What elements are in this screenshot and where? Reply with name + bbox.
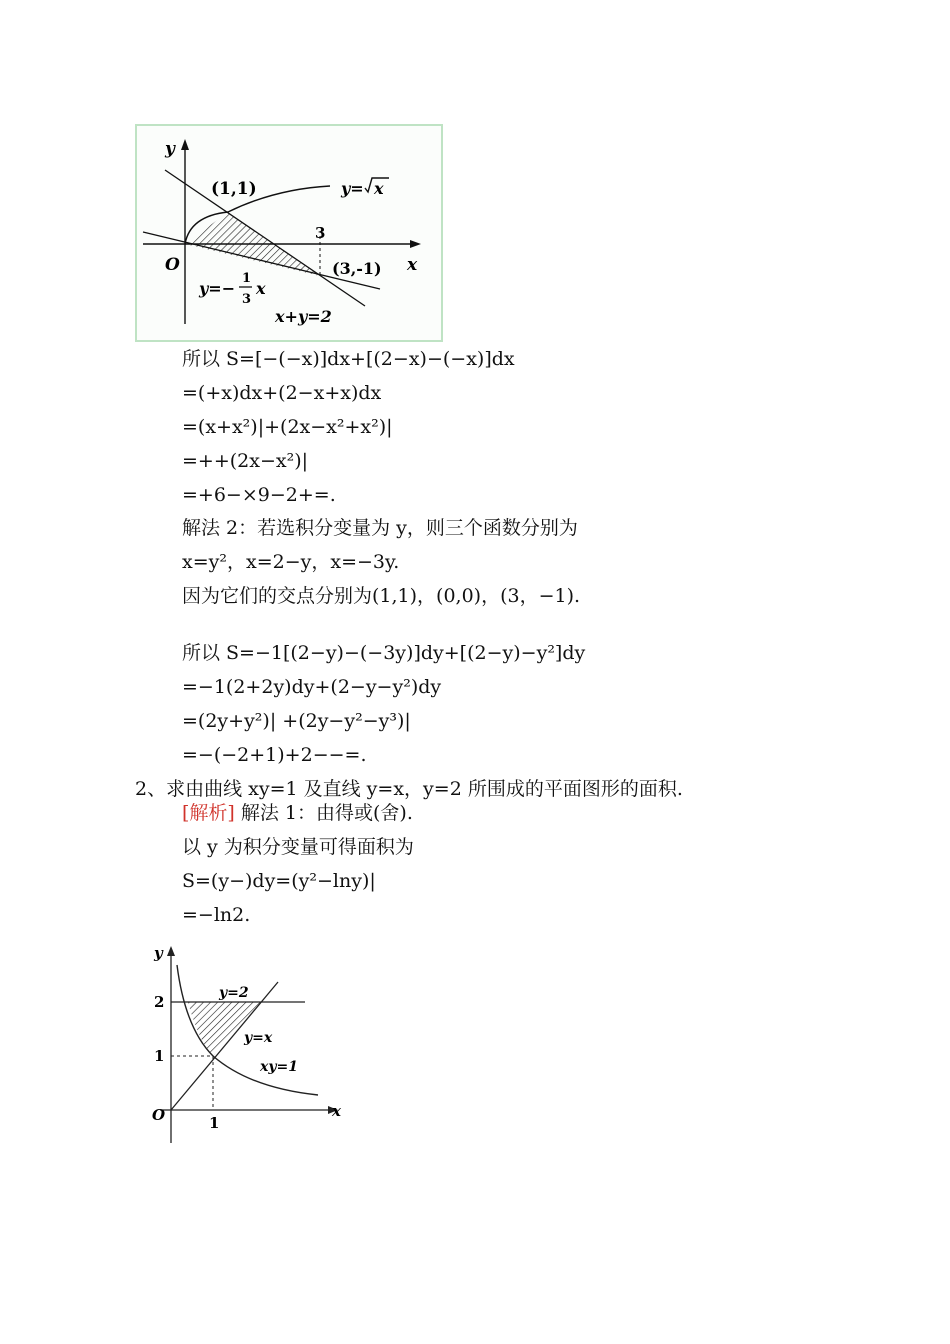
text-line-2: =(+x)dx+(2−x+x)dx xyxy=(182,382,382,404)
origin-label: O xyxy=(152,1106,166,1124)
text-line-5: =+6−×9−2+=. xyxy=(182,484,336,506)
label-xy-eq-1: xy=1 xyxy=(260,1059,298,1075)
sqrt-label-arg: x xyxy=(374,179,384,198)
analysis-line xyxy=(182,801,413,825)
text-line-9: 所以 S=−1[(2−y)−(−3y)]dy+[(2−y)−y²]dy xyxy=(182,642,586,664)
tick-x1-label: 1 xyxy=(209,1114,220,1132)
text-line-12: =−(−2+1)+2−−=. xyxy=(182,744,367,766)
text-line-10: =−1(2+2y)dy+(2−y−y²)dy xyxy=(182,676,442,698)
origin-label: O xyxy=(165,255,180,275)
tick-3-label: 3 xyxy=(315,224,326,242)
line-b-label: x+y=2 xyxy=(275,307,332,326)
label-y-eq-x: y=x xyxy=(244,1030,273,1046)
tick-y2-label: 2 xyxy=(154,993,165,1011)
sqrt-label-prefix: y= xyxy=(341,179,364,198)
text-line-8: 因为它们的交点分别为(1,1)，(0,0)，(3，−1). xyxy=(182,585,581,607)
figure-1-graph xyxy=(135,124,443,342)
line-y-eq-x xyxy=(171,982,278,1110)
text-line-4: =++(2x−x²)| xyxy=(182,450,309,472)
text-line-15: 以 y 为积分变量可得面积为 xyxy=(182,836,414,858)
figure-2-graph xyxy=(140,938,360,1148)
line-a-x-label: x xyxy=(256,279,266,298)
figure-2 xyxy=(140,938,360,1148)
text-line-16: S=(y−)dy=(y²−lny)| xyxy=(182,870,376,892)
tick-y1-label: 1 xyxy=(154,1047,165,1065)
text-line-7: x=y²，x=2−y，x=−3y. xyxy=(182,551,400,573)
x-axis-label: x xyxy=(407,255,418,275)
text-line-17: =−ln2. xyxy=(182,904,251,926)
analysis-tag: [解析] xyxy=(182,802,235,824)
analysis-text: 解法 1：由得或(舍). xyxy=(240,802,413,824)
shaded-region xyxy=(188,1002,261,1056)
y-axis-label: y xyxy=(154,944,163,962)
y-axis-arrow xyxy=(167,946,175,956)
text-line-1: 所以 S=[−(−x)]dx+[(2−x)−(−x)]dx xyxy=(182,348,515,370)
problem-2-statement: 2、求由曲线 xy=1 及直线 y=x，y=2 所围成的平面图形的面积. xyxy=(135,778,683,800)
text-line-11: =(2y+y²)| +(2y−y²−y³)| xyxy=(182,710,411,732)
point-1-1-label: (1,1) xyxy=(211,179,257,199)
text-line-6: 解法 2：若选积分变量为 y，则三个函数分别为 xyxy=(182,517,578,539)
point-3-minus1-label: (3,-1) xyxy=(332,259,382,278)
text-line-3: =(x+x²)|+(2x−x²+x²)| xyxy=(182,416,393,438)
figure-1 xyxy=(135,124,443,342)
label-y-eq-2: y=2 xyxy=(219,985,249,1001)
y-axis-label: y xyxy=(165,139,175,159)
x-axis-label: x xyxy=(332,1102,341,1120)
frac-denominator: 3 xyxy=(242,292,252,307)
frac-numerator: 1 xyxy=(242,271,252,286)
line-a-label: y=− xyxy=(199,279,236,298)
